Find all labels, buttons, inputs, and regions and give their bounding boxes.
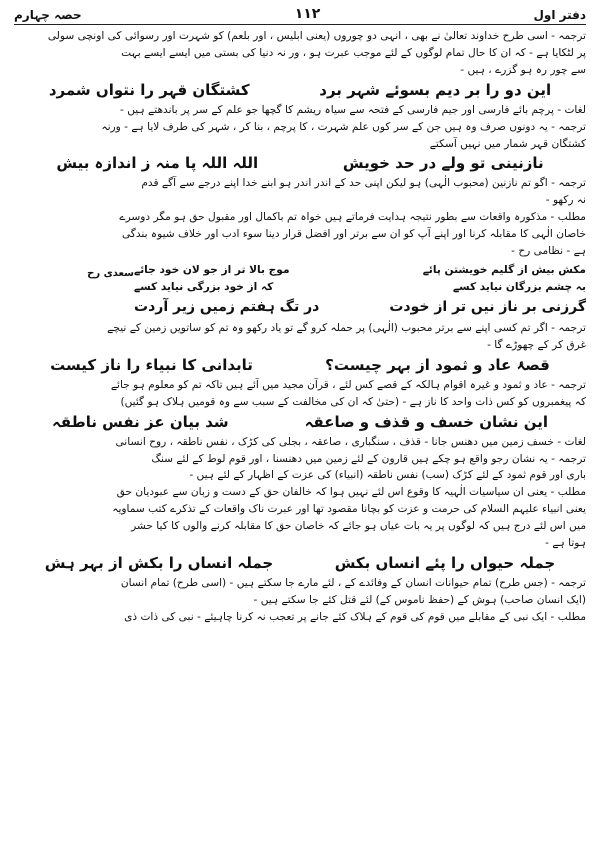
verse-couplet: [14, 411, 586, 434]
text-line: ترجمہ - یہ دونوں صرف وہ ہیں جن کے سر کوں علم شہرت ، کا پرچم ، بنا کر ، شہر کی طرف لایا ہے - ورنہ: [101, 120, 586, 133]
poem-hemistich: گرزنی بر ناز نیں تر از خودت: [389, 298, 586, 315]
verse-second-hemistich: جملہ انساں را بکش از بہر ہش: [44, 553, 274, 572]
text-line: میں اس لئے درج ہیں کہ لوگوں پر یہ بات عیاں ہو جائے کہ خاصان حق کا مقابلہ کرنے والوں کا کیا حشر: [131, 520, 586, 533]
text-line: ہوتا ہے -: [545, 537, 586, 550]
text-line: سے چور رہ ہو گزرے ، ہیں -: [460, 63, 586, 76]
paragraph-6: [14, 434, 586, 552]
verse-couplet: [14, 354, 586, 377]
text-line: غرق کر کے چھوڑے گا -: [487, 338, 586, 351]
poet-attribution: سعدی رح: [87, 267, 134, 279]
text-line: یعنی انبیاء علیہم السلام کی حرمت و عزت کو بچانا مقصود تھا اور عبرت ناک واقعات کے تذکرے کتب سماویہ: [112, 503, 586, 516]
paragraph-5: [14, 377, 586, 411]
text-line: خاصان الٰہی کا مقابلہ کرنا اور اپنے آپ کو ان سے برتر اور افضل قرار دینا سوء ادب اور خلاف شیوہ بندگی: [121, 228, 586, 241]
header-divider: [14, 24, 586, 25]
text-line: مطلب - یعنی ان سیاسیات الٰہیہ کا وقوع اس لئے نہیں ہوا کہ خالفان حق کے دست و زبان سے عبودیان حق: [116, 486, 586, 499]
poem-row: [134, 279, 586, 296]
text-line: کہ پیغمبروں کو کس ذات واحد کا ناز ہے - (حتیٰ کہ ان کی مخالفت کے سبب سے وہ قومیں ہلاک ہو گئیں): [120, 395, 586, 408]
paragraph-7: [14, 575, 586, 626]
text-line: ترجمہ - اگر تم کسی اپنے سے برتر محبوب (الٰہی) پر حملہ کرو گے تو یاد رکھو وہ تم کو ساتویں زمین کے نیچے: [107, 321, 586, 334]
text-line: لغات - خسف زمین میں دھنس جانا - قذف ، سنگباری ، صاعقہ ، بجلی کی کڑک ، نفس ناطقہ ، روح انسانی: [115, 435, 586, 448]
text-line: ہے - نظامی رح -: [511, 245, 586, 258]
text-line: ترجمہ - اگو تم نازنین (محبوب الٰہی) ہو لیکن اپنی حد کے اندر اندر ہو ابنے خدا اپنے درجے سے آگے قدم: [141, 177, 586, 190]
paragraph-4: [14, 320, 586, 354]
verse-second-hemistich: شد بیان عز نفس ناطقہ: [51, 412, 229, 431]
verse-couplet: [14, 552, 586, 575]
verse-first-hemistich: این دو را بر دیم بسوئے شہر برد: [319, 80, 552, 99]
verse-first-hemistich: این نشان خسف و قذف و صاعقہ: [304, 412, 549, 431]
poem-row: [134, 296, 586, 318]
poem-hemistich: بہ چشم بزرگان نیاید کسے: [452, 280, 586, 293]
verse-first-hemistich: نازنینی تو ولے در حد خویش: [342, 154, 544, 173]
section-title: حصہ چہارم: [14, 8, 82, 22]
text-line: لغات - پرچم بائے فارسی اور جیم فارسی کے فتحہ سے سیاہ ریشم کا گچھا جو علم کے سر پر باندھتے ہیں -: [120, 103, 586, 116]
text-line: پر لٹکایا ہے - کہ ان کا حال تمام لوگوں کے لئے موجب عبرت ہو ، ور نہ دنیا کی بستی میں ایسے ایسے بہت: [121, 46, 586, 59]
verse-couplet: [14, 152, 586, 175]
page-number: ۱۱۲: [294, 6, 321, 22]
quoted-poem: [14, 262, 586, 318]
verse-second-hemistich: اللہ اللہ پا منہ ز اندازہ بیش: [56, 154, 259, 173]
text-line: نہ رکھو -: [545, 194, 586, 207]
verse-couplet: [14, 79, 586, 102]
paragraph-2: [14, 102, 586, 153]
text-line: باری اور قوم ثمود کے لئے کڑک (سب) نفس ناطقہ (انبیاء) کی عزت کے اظہار کے لئے ہیں -: [189, 469, 586, 482]
poem-hemistich: مکش بیش از گلیم خویشتن پائے: [422, 263, 586, 276]
paragraph-1: [14, 28, 586, 79]
verse-second-hemistich: کشتگان قہر را نتواں شمرد: [48, 80, 250, 99]
poem-row: [134, 262, 586, 279]
text-line: (ایک انسان صاحب) ہوش کے (حفظ ناموس کے) لئے قتل کئے جا سکتے ہیں -: [253, 593, 586, 606]
poem-hemistich: در تگ ہفتم زمیں زیر آردت: [134, 298, 320, 315]
text-line: مطلب - مذکورہ واقعات سے بطور نتیجہ ہدایت فرماتے ہیں خواہ تم باکمال اور مقبول حق ہو مگر دوسرے: [119, 211, 586, 224]
verse-second-hemistich: تابدانی کا نبیاء را ناز کیست: [50, 355, 253, 374]
verse-first-hemistich: قصۂ عاد و ثمود از بہر چیست؟: [325, 355, 550, 374]
book-title: دفتر اول: [533, 8, 586, 22]
text-line: ترجمہ - (جس طرح) تمام حیوانات انسان کے وفائدے کے ، لئے مارے جا سکتے ہیں - (اسی طرح) تمام انسان: [120, 576, 586, 589]
poem-verses: [134, 262, 586, 318]
text-line: کشتگان قہر شمار میں نہیں آسکتے: [429, 137, 586, 150]
poem-hemistich: موج بالا تر از جو لان خود جائے: [134, 263, 290, 276]
text-line: ترجمہ - یہ نشان رجو واقع ہو چکے ہیں قارون کے لئے زمین میں دھنسنا ، اور قوم لوط کے لئے سنگ: [151, 452, 586, 465]
poem-hemistich: کہ از خود بزرگی نیاید کسے: [134, 280, 274, 293]
text-line: ترجمہ - اسی طرح خداوند تعالیٰ نے بھی ، انہی دو چوروں (یعنی ابلیس ، اور بلعم) کو شہرت اور رسوائی کی اونچی سولی: [47, 30, 586, 42]
text-line: مطلب - ایک نبی کے مقابلے میں قوم کی قوم کے ہلاک کئے جانے پر تعجب نہ کرنا چاہیئے - نبی کی ذات ذی: [124, 610, 586, 623]
verse-first-hemistich: جملہ حیواں را پئے انساں بکش: [334, 553, 556, 572]
paragraph-3: [14, 175, 586, 260]
page-header: [14, 2, 586, 22]
text-line: ترجمہ - عاد و ثمود و غیرہ اقوام ہالکہ کے قصے کس لئے ، قرآن مجید میں آئے ہیں تاکہ تم کو معلوم ہو جائے: [110, 378, 586, 391]
